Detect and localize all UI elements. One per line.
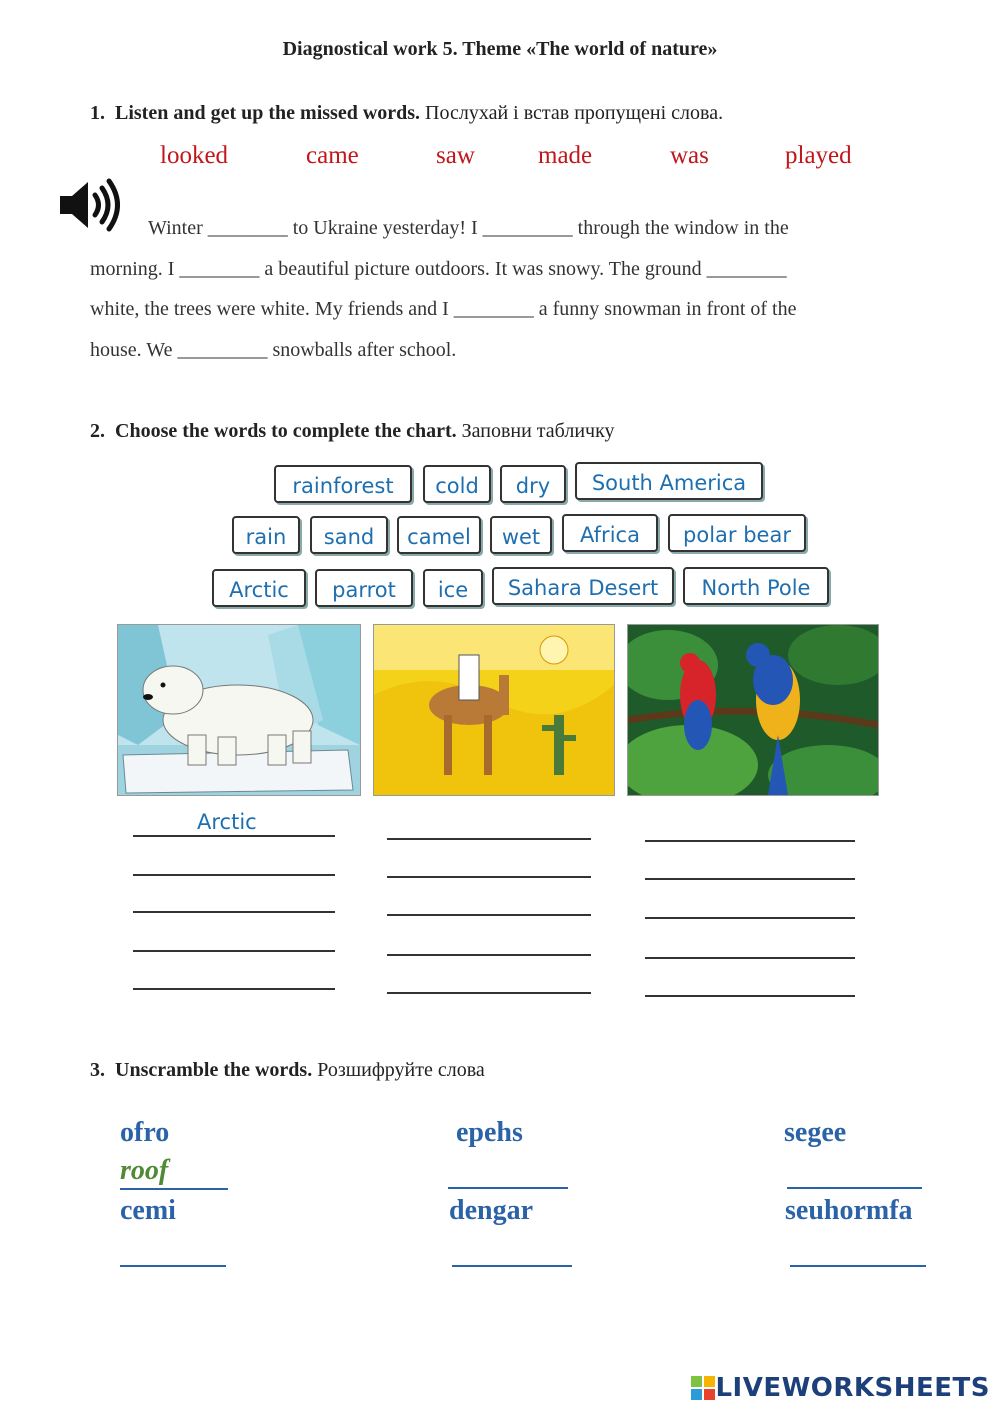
answer-line[interactable] [133, 950, 335, 952]
word-chip[interactable]: rainforest [274, 465, 412, 503]
rainforest-parrots-image [627, 624, 879, 796]
answer-line[interactable] [645, 917, 855, 919]
task3-translation: Розшифруйте слова [317, 1059, 485, 1081]
answer-blank[interactable] [790, 1265, 926, 1267]
answer-line[interactable] [133, 874, 335, 876]
word-bank-item: played [785, 142, 852, 169]
word-bank-item: made [538, 142, 593, 169]
answer-line[interactable] [645, 995, 855, 997]
word-chip[interactable]: Sahara Desert [492, 567, 674, 605]
word-chip[interactable]: rain [232, 516, 300, 554]
word-chip[interactable]: ice [423, 569, 483, 607]
word-bank-item: was [670, 142, 709, 169]
answer-line[interactable] [133, 911, 335, 913]
text-line: morning. I ________ a beautiful picture outdoors. It was snowy. The ground ________ [90, 257, 787, 280]
page-title: Diagnostical work 5. Theme «The world of nature» [282, 38, 718, 60]
task2-instruction: Choose the words to complete the chart. [115, 420, 457, 442]
scrambled-word: dengar [449, 1195, 533, 1226]
task2-translation: Заповни табличку [461, 420, 615, 442]
word-chip[interactable]: wet [490, 516, 552, 554]
task3-heading [90, 1059, 485, 1082]
task1-text [90, 208, 940, 370]
answer-blank[interactable] [787, 1187, 922, 1189]
task1-translation: Послухай і встав пропущені слова. [425, 102, 724, 124]
chart-example-answer: Arctic [197, 810, 257, 834]
answer-line[interactable] [387, 838, 591, 840]
word-chip[interactable]: polar bear [668, 514, 806, 552]
word-chip[interactable]: cold [423, 465, 491, 503]
word-chip[interactable]: parrot [315, 569, 413, 607]
answer-line[interactable] [387, 876, 591, 878]
word-bank-item: came [306, 142, 359, 169]
answer-line[interactable] [133, 988, 335, 990]
answer-line[interactable] [645, 840, 855, 842]
desert-camel-image [373, 624, 615, 796]
task1-instruction: Listen and get up the missed words. [115, 102, 421, 124]
word-chip[interactable]: dry [500, 465, 566, 503]
word-chip[interactable]: Arctic [212, 569, 306, 607]
answer-blank[interactable] [448, 1187, 568, 1189]
scrambled-word: seuhormfa [785, 1195, 913, 1226]
word-bank-item: looked [160, 142, 229, 169]
answer-line[interactable] [387, 992, 591, 994]
answer-line[interactable] [387, 954, 591, 956]
unscramble-example-answer: roof [120, 1155, 169, 1186]
task1-number: 1. [90, 102, 105, 124]
answer-blank[interactable] [120, 1188, 228, 1190]
task3-number: 3. [90, 1059, 105, 1081]
answer-line[interactable] [133, 835, 335, 837]
answer-line[interactable] [645, 878, 855, 880]
task3-instruction: Unscramble the words. [115, 1059, 313, 1081]
text-line: white, the trees were white. My friends and I ________ a funny snowman in front of the [90, 298, 797, 320]
text-line: house. We _________ snowballs after school. [90, 338, 457, 361]
logo-text: LIVEWORKSHEETS [715, 1373, 990, 1403]
scrambled-word: epehs [456, 1117, 523, 1148]
answer-blank[interactable] [452, 1265, 572, 1267]
polar-bear-image [117, 624, 361, 796]
scrambled-word: segee [784, 1117, 847, 1148]
logo-mark-icon [691, 1376, 715, 1400]
task2-heading [90, 420, 615, 443]
scrambled-word: ofro [120, 1117, 170, 1148]
word-chip[interactable]: Africa [562, 514, 658, 552]
task2-number: 2. [90, 420, 105, 442]
task1-heading [90, 102, 723, 125]
word-bank [0, 142, 1000, 176]
scrambled-word: cemi [120, 1195, 176, 1226]
answer-blank[interactable] [120, 1265, 226, 1267]
text-line: Winter ________ to Ukraine yesterday! I _________ through the window in the [148, 217, 789, 239]
answer-line[interactable] [387, 914, 591, 916]
word-bank-item: saw [436, 142, 475, 169]
word-chip[interactable]: South America [575, 462, 763, 500]
word-chip[interactable]: North Pole [683, 567, 829, 605]
liveworksheets-logo [691, 1371, 990, 1405]
word-chip[interactable]: camel [397, 516, 481, 554]
answer-line[interactable] [645, 957, 855, 959]
word-chip[interactable]: sand [310, 516, 388, 554]
